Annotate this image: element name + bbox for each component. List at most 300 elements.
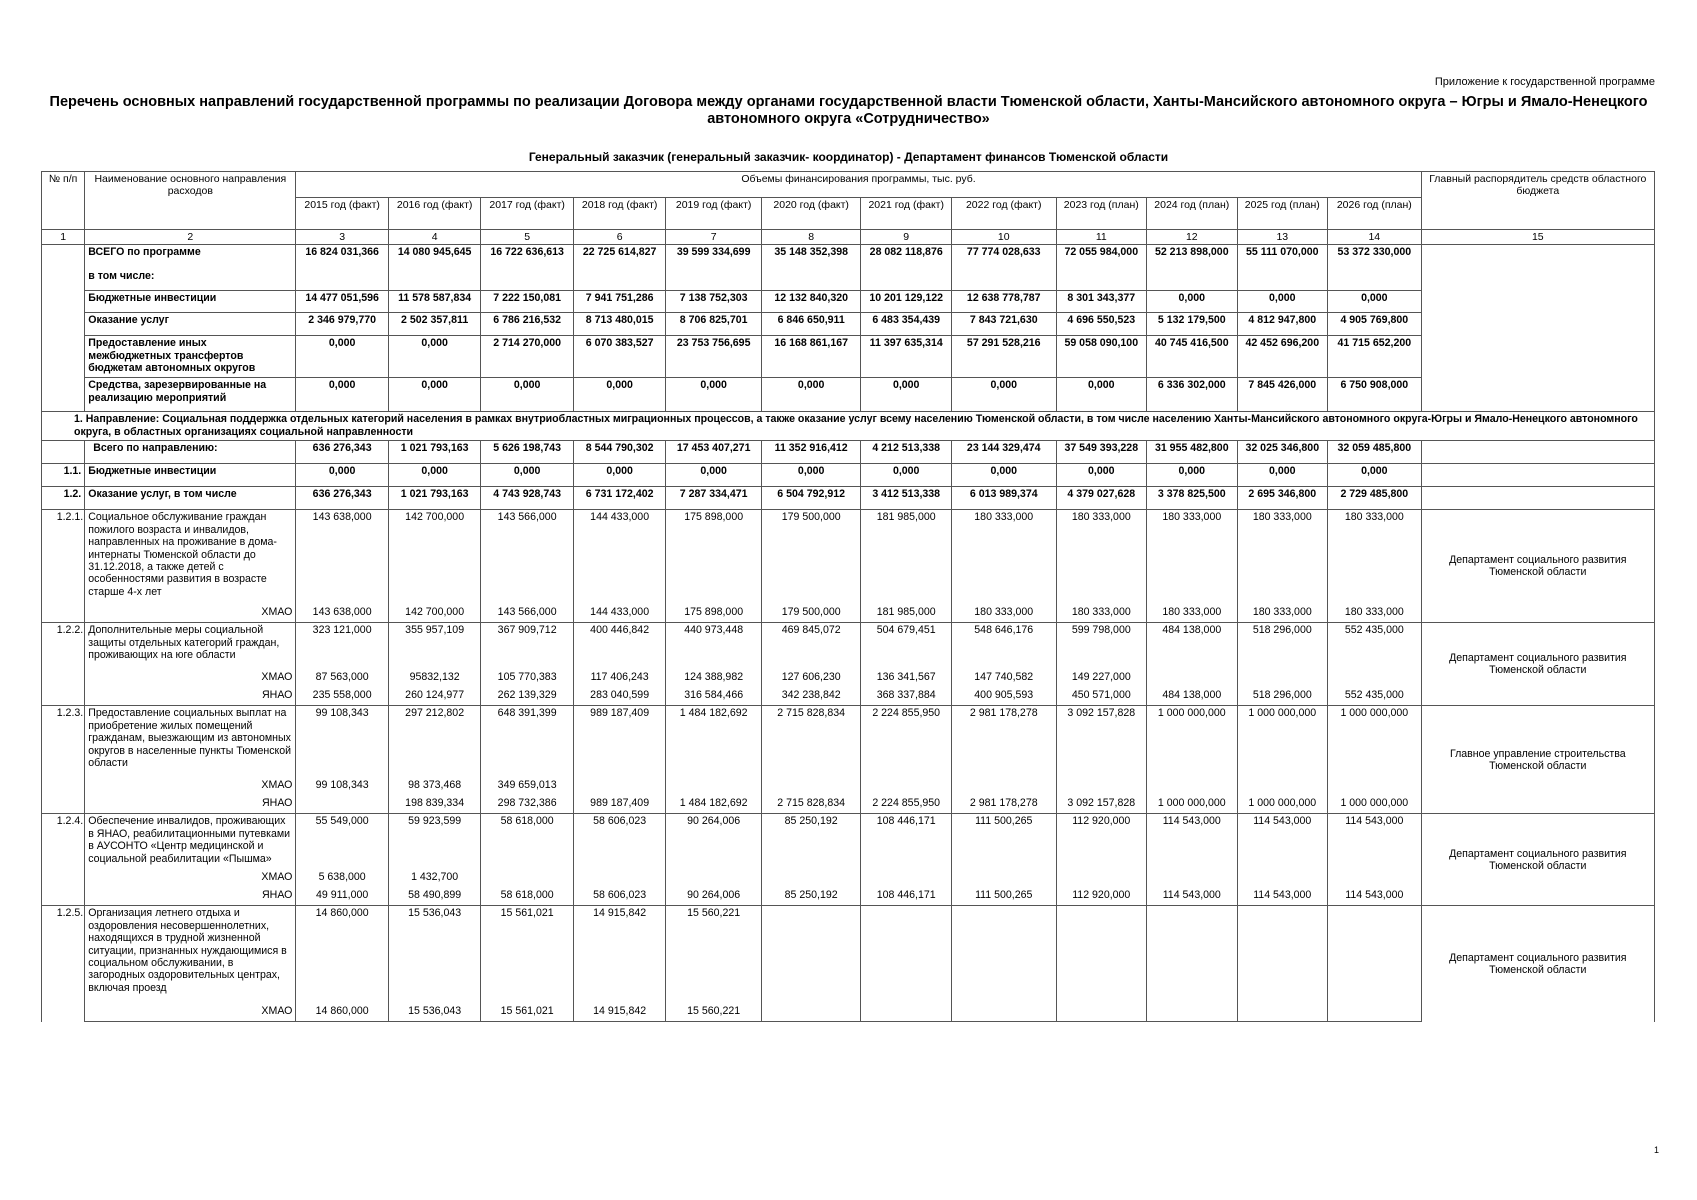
value-cell: 14 915,842 — [573, 906, 666, 1004]
value-cell: 147 740,582 — [951, 670, 1056, 688]
value-cell: 0,000 — [1056, 464, 1147, 487]
value-cell: 181 985,000 — [861, 510, 952, 605]
table-row — [42, 378, 1655, 412]
table-row — [42, 670, 1655, 688]
value-cell: 39 599 334,699 — [666, 245, 762, 269]
value-cell: 262 139,329 — [481, 688, 574, 706]
value-cell: 2 715 828,834 — [761, 706, 861, 778]
value-cell — [1328, 778, 1422, 796]
table-row — [42, 172, 1655, 198]
page-number: 1 — [1653, 1145, 1659, 1155]
value-cell — [296, 269, 389, 291]
value-cell — [951, 870, 1056, 888]
value-cell: 8 706 825,701 — [666, 313, 762, 336]
col-header-year: 2015 год (факт) — [296, 198, 389, 230]
general-customer: Генеральный заказчик (генеральный заказчик- координатор) - Департамент финансов Тюменской области — [528, 150, 1169, 164]
col-number: 10 — [951, 230, 1056, 245]
value-cell: 15 561,021 — [481, 1004, 574, 1022]
value-cell: 180 333,000 — [1147, 510, 1238, 605]
table-cell — [42, 245, 85, 412]
value-cell: 5 132 179,500 — [1147, 313, 1238, 336]
value-cell: 1 000 000,000 — [1237, 706, 1328, 778]
value-cell: 518 296,000 — [1237, 623, 1328, 670]
value-cell: 99 108,343 — [296, 778, 389, 796]
value-cell: 450 571,000 — [1056, 688, 1147, 706]
row-label: Предоставление иных межбюджетных трансфертов бюджетам автономных округов — [85, 336, 296, 378]
value-cell: 59 058 090,100 — [1056, 336, 1147, 378]
value-cell — [761, 778, 861, 796]
value-cell: 15 561,021 — [481, 906, 574, 1004]
value-cell: 0,000 — [861, 464, 952, 487]
value-cell: 368 337,884 — [861, 688, 952, 706]
value-cell: 6 013 989,374 — [951, 487, 1056, 510]
value-cell: 16 722 636,613 — [481, 245, 574, 269]
value-cell: 11 397 635,314 — [861, 336, 952, 378]
value-cell: 8 713 480,015 — [573, 313, 666, 336]
value-cell: 7 845 426,000 — [1237, 378, 1328, 412]
value-cell: 114 543,000 — [1328, 888, 1422, 906]
value-cell: 37 549 393,228 — [1056, 441, 1147, 464]
value-cell — [761, 269, 861, 291]
value-cell: 175 898,000 — [666, 510, 762, 605]
row-label: Предоставление социальных выплат на приобретение жилых помещений гражданам, выезжающим из автономных округов в населенные пункты Тюменской области — [85, 706, 296, 778]
value-cell: 283 040,599 — [573, 688, 666, 706]
value-cell: 14 477 051,596 — [296, 291, 389, 313]
value-cell: 149 227,000 — [1056, 670, 1147, 688]
value-cell — [1328, 670, 1422, 688]
value-cell: 99 108,343 — [296, 706, 389, 778]
value-cell: 0,000 — [1328, 291, 1422, 313]
value-cell: 6 504 792,912 — [761, 487, 861, 510]
value-cell: 7 941 751,286 — [573, 291, 666, 313]
value-cell — [1328, 870, 1422, 888]
table-cell — [42, 441, 85, 464]
value-cell: 400 446,842 — [573, 623, 666, 670]
value-cell: 1 432,700 — [388, 870, 481, 888]
value-cell — [1056, 1004, 1147, 1022]
col-number: 3 — [296, 230, 389, 245]
value-cell: 3 092 157,828 — [1056, 796, 1147, 814]
value-cell: 7 138 752,303 — [666, 291, 762, 313]
col-header-name: Наименование основного направления расходов — [85, 172, 296, 230]
region-label: ХМАО — [85, 670, 296, 688]
table-row — [42, 778, 1655, 796]
value-cell: 4 696 550,523 — [1056, 313, 1147, 336]
value-cell: 180 333,000 — [951, 510, 1056, 605]
value-cell: 0,000 — [388, 336, 481, 378]
value-cell: 0,000 — [388, 378, 481, 412]
value-cell: 179 500,000 — [761, 510, 861, 605]
table-row — [42, 870, 1655, 888]
row-label: Всего по направлению: — [85, 441, 296, 464]
value-cell: 469 845,072 — [761, 623, 861, 670]
row-label: Обеспечение инвалидов, проживающих в ЯНАО, реабилитационными путевками в АУСОНТО «Центр медицинской и социальной реабилитации «Пышма» — [85, 814, 296, 870]
value-cell: 55 549,000 — [296, 814, 389, 870]
value-cell: 548 646,176 — [951, 623, 1056, 670]
value-cell: 181 985,000 — [861, 605, 952, 623]
table-row — [42, 906, 1655, 1004]
value-cell: 0,000 — [951, 378, 1056, 412]
table-row — [42, 464, 1655, 487]
table-row — [42, 412, 1655, 441]
table-row — [42, 313, 1655, 336]
value-cell: 1 484 182,692 — [666, 706, 762, 778]
value-cell: 323 121,000 — [296, 623, 389, 670]
value-cell: 10 201 129,122 — [861, 291, 952, 313]
value-cell — [1237, 670, 1328, 688]
value-cell: 2 729 485,800 — [1328, 487, 1422, 510]
value-cell: 1 000 000,000 — [1237, 796, 1328, 814]
value-cell: 85 250,192 — [761, 814, 861, 870]
value-cell: 2 346 979,770 — [296, 313, 389, 336]
row-label: ВСЕГО по программе — [85, 245, 296, 269]
value-cell: 4 379 027,628 — [1056, 487, 1147, 510]
row-label: Дополнительные меры социальной защиты отдельных категорий граждан, проживающих на юге области — [85, 623, 296, 670]
value-cell — [1328, 269, 1422, 291]
col-header-no: № п/п — [42, 172, 85, 230]
value-cell: 23 144 329,474 — [951, 441, 1056, 464]
value-cell — [1328, 906, 1422, 1004]
value-cell: 95832,132 — [388, 670, 481, 688]
value-cell: 3 412 513,338 — [861, 487, 952, 510]
value-cell: 0,000 — [573, 464, 666, 487]
value-cell: 143 566,000 — [481, 510, 574, 605]
value-cell: 14 860,000 — [296, 906, 389, 1004]
value-cell: 23 753 756,695 — [666, 336, 762, 378]
row-number: 1.1. — [42, 464, 85, 487]
value-cell: 58 618,000 — [481, 814, 574, 870]
value-cell: 180 333,000 — [1056, 605, 1147, 623]
value-cell: 72 055 984,000 — [1056, 245, 1147, 269]
value-cell: 49 911,000 — [296, 888, 389, 906]
col-header-year: 2018 год (факт) — [573, 198, 666, 230]
value-cell: 349 659,013 — [481, 778, 574, 796]
value-cell: 2 714 270,000 — [481, 336, 574, 378]
value-cell — [1237, 269, 1328, 291]
table-cell — [1421, 464, 1654, 487]
value-cell — [1056, 906, 1147, 1004]
value-cell: 58 490,899 — [388, 888, 481, 906]
table-row — [42, 623, 1655, 670]
value-cell: 0,000 — [666, 464, 762, 487]
value-cell: 1 000 000,000 — [1147, 796, 1238, 814]
value-cell: 636 276,343 — [296, 487, 389, 510]
row-label: Организация летнего отдыха и оздоровления несовершеннолетних, находящихся в трудной жизненной ситуации, признанных нуждающимися в социальном обслуживании, в загородных оздоровительных центрах, включая проезд — [85, 906, 296, 1004]
value-cell: 6 750 908,000 — [1328, 378, 1422, 412]
value-cell — [1147, 269, 1238, 291]
value-cell: 28 082 118,876 — [861, 245, 952, 269]
value-cell: 87 563,000 — [296, 670, 389, 688]
col-number: 12 — [1147, 230, 1238, 245]
value-cell: 52 213 898,000 — [1147, 245, 1238, 269]
value-cell: 58 618,000 — [481, 888, 574, 906]
value-cell: 59 923,599 — [388, 814, 481, 870]
value-cell: 1 021 793,163 — [388, 487, 481, 510]
table-row — [42, 291, 1655, 313]
value-cell: 142 700,000 — [388, 605, 481, 623]
value-cell — [861, 906, 952, 1004]
value-cell — [1237, 778, 1328, 796]
value-cell: 112 920,000 — [1056, 888, 1147, 906]
col-header-year: 2021 год (факт) — [861, 198, 952, 230]
value-cell: 77 774 028,633 — [951, 245, 1056, 269]
col-header-year: 2026 год (план) — [1328, 198, 1422, 230]
value-cell: 111 500,265 — [951, 814, 1056, 870]
value-cell — [1147, 670, 1238, 688]
value-cell: 16 824 031,366 — [296, 245, 389, 269]
value-cell: 42 452 696,200 — [1237, 336, 1328, 378]
value-cell: 58 606,023 — [573, 814, 666, 870]
value-cell: 90 264,006 — [666, 888, 762, 906]
value-cell: 6 336 302,000 — [1147, 378, 1238, 412]
value-cell: 180 333,000 — [951, 605, 1056, 623]
region-label: ХМАО — [85, 605, 296, 623]
table-row — [42, 245, 1655, 269]
value-cell: 0,000 — [1056, 378, 1147, 412]
direction-title: 1. Направление: Социальная поддержка отдельных категорий населения в рамках внутриобластных миграционных процессов, а также оказание услуг всему населению Тюменской области, в том числе населению Ханты-Мансийского автономного округа-Югры и Ямало-Ненецкого автономного округа, в областных организациях социальной направленности — [42, 412, 1655, 441]
value-cell: 0,000 — [666, 378, 762, 412]
value-cell: 114 543,000 — [1147, 814, 1238, 870]
value-cell: 2 981 178,278 — [951, 706, 1056, 778]
value-cell: 117 406,243 — [573, 670, 666, 688]
region-label: ЯНАО — [85, 888, 296, 906]
value-cell: 40 745 416,500 — [1147, 336, 1238, 378]
row-number: 1.2.1. — [42, 510, 85, 623]
value-cell — [1147, 1004, 1238, 1022]
value-cell: 0,000 — [573, 378, 666, 412]
value-cell: 53 372 330,000 — [1328, 245, 1422, 269]
value-cell — [861, 269, 952, 291]
region-label: ЯНАО — [85, 688, 296, 706]
value-cell: 4 905 769,800 — [1328, 313, 1422, 336]
value-cell — [951, 1004, 1056, 1022]
value-cell: 7 222 150,081 — [481, 291, 574, 313]
value-cell: 32 025 346,800 — [1237, 441, 1328, 464]
value-cell: 260 124,977 — [388, 688, 481, 706]
value-cell — [861, 778, 952, 796]
page-title: Перечень основных направлений государственной программы по реализации Договора между органами государственной власти Тюменской области, Ханты-Мансийского автономного округа – Югры и Ямало-Ненецкого автономного округа «Сотрудничество» — [49, 94, 1648, 127]
value-cell: 5 638,000 — [296, 870, 389, 888]
value-cell — [388, 269, 481, 291]
table-cell — [1421, 245, 1654, 412]
row-label: Бюджетные инвестиции — [85, 291, 296, 313]
value-cell: 2 502 357,811 — [388, 313, 481, 336]
value-cell: 235 558,000 — [296, 688, 389, 706]
value-cell: 90 264,006 — [666, 814, 762, 870]
value-cell: 552 435,000 — [1328, 688, 1422, 706]
value-cell: 14 915,842 — [573, 1004, 666, 1022]
value-cell: 0,000 — [1237, 464, 1328, 487]
value-cell: 636 276,343 — [296, 441, 389, 464]
value-cell: 180 333,000 — [1328, 510, 1422, 605]
admin-cell: Департамент социального развития Тюменской области — [1421, 510, 1654, 623]
value-cell: 127 606,230 — [761, 670, 861, 688]
value-cell: 7 287 334,471 — [666, 487, 762, 510]
value-cell: 15 560,221 — [666, 1004, 762, 1022]
value-cell: 143 566,000 — [481, 605, 574, 623]
value-cell — [666, 778, 762, 796]
value-cell: 3 378 825,500 — [1147, 487, 1238, 510]
col-number: 9 — [861, 230, 952, 245]
value-cell: 0,000 — [761, 378, 861, 412]
admin-cell: Департамент социального развития Тюменской области — [1421, 623, 1654, 706]
value-cell — [1237, 906, 1328, 1004]
col-number: 15 — [1421, 230, 1654, 245]
row-number: 1.2.3. — [42, 706, 85, 814]
value-cell: 55 111 070,000 — [1237, 245, 1328, 269]
value-cell: 108 446,171 — [861, 814, 952, 870]
value-cell: 367 909,712 — [481, 623, 574, 670]
value-cell: 15 560,221 — [666, 906, 762, 1004]
value-cell: 112 920,000 — [1056, 814, 1147, 870]
value-cell — [951, 778, 1056, 796]
col-header-year: 2020 год (факт) — [761, 198, 861, 230]
table-row — [42, 888, 1655, 906]
row-label: Оказание услуг — [85, 313, 296, 336]
value-cell: 2 715 828,834 — [761, 796, 861, 814]
value-cell: 298 732,386 — [481, 796, 574, 814]
value-cell: 6 846 650,911 — [761, 313, 861, 336]
value-cell: 58 606,023 — [573, 888, 666, 906]
table-row — [42, 605, 1655, 623]
value-cell: 0,000 — [1328, 464, 1422, 487]
col-number: 7 — [666, 230, 762, 245]
table-row — [42, 487, 1655, 510]
row-label: Оказание услуг, в том числе — [85, 487, 296, 510]
value-cell: 6 786 216,532 — [481, 313, 574, 336]
value-cell: 3 092 157,828 — [1056, 706, 1147, 778]
col-header-year: 2022 год (факт) — [951, 198, 1056, 230]
region-label: ХМАО — [85, 1004, 296, 1022]
value-cell — [1328, 1004, 1422, 1022]
value-cell: 114 543,000 — [1237, 814, 1328, 870]
value-cell — [1056, 269, 1147, 291]
value-cell — [951, 269, 1056, 291]
table-cell — [1421, 441, 1654, 464]
value-cell: 16 168 861,167 — [761, 336, 861, 378]
value-cell: 4 743 928,743 — [481, 487, 574, 510]
value-cell: 0,000 — [296, 464, 389, 487]
value-cell: 6 483 354,439 — [861, 313, 952, 336]
col-header-year: 2017 год (факт) — [481, 198, 574, 230]
value-cell: 0,000 — [481, 378, 574, 412]
value-cell — [1237, 1004, 1328, 1022]
financing-table — [41, 171, 1655, 1022]
row-label: Социальное обслуживание граждан пожилого возраста и инвалидов, направленных на проживание в дома-интернаты Тюменской области до 31.12.2018, а также детей с особенностями развития в возрасте старше 4-х лет — [85, 510, 296, 605]
value-cell: 0,000 — [296, 336, 389, 378]
value-cell: 2 695 346,800 — [1237, 487, 1328, 510]
col-number: 8 — [761, 230, 861, 245]
value-cell: 1 000 000,000 — [1328, 706, 1422, 778]
value-cell: 11 578 587,834 — [388, 291, 481, 313]
table-row — [42, 706, 1655, 778]
value-cell — [761, 1004, 861, 1022]
value-cell: 180 333,000 — [1237, 510, 1328, 605]
value-cell: 17 453 407,271 — [666, 441, 762, 464]
value-cell: 114 543,000 — [1328, 814, 1422, 870]
col-number: 5 — [481, 230, 574, 245]
value-cell: 1 000 000,000 — [1328, 796, 1422, 814]
table-row — [42, 688, 1655, 706]
col-number: 11 — [1056, 230, 1147, 245]
value-cell: 1 484 182,692 — [666, 796, 762, 814]
value-cell: 114 543,000 — [1237, 888, 1328, 906]
value-cell: 0,000 — [861, 378, 952, 412]
admin-cell: Департамент социального развития Тюменской области — [1421, 906, 1654, 1022]
value-cell — [1147, 778, 1238, 796]
value-cell: 144 433,000 — [573, 605, 666, 623]
value-cell — [573, 870, 666, 888]
row-number: 1.2.5. — [42, 906, 85, 1022]
value-cell: 5 626 198,743 — [481, 441, 574, 464]
table-row — [42, 510, 1655, 605]
value-cell: 41 715 652,200 — [1328, 336, 1422, 378]
col-number: 4 — [388, 230, 481, 245]
value-cell: 12 638 778,787 — [951, 291, 1056, 313]
value-cell: 85 250,192 — [761, 888, 861, 906]
col-number: 6 — [573, 230, 666, 245]
value-cell: 400 905,593 — [951, 688, 1056, 706]
table-cell — [1421, 487, 1654, 510]
value-cell: 142 700,000 — [388, 510, 481, 605]
value-cell: 143 638,000 — [296, 605, 389, 623]
value-cell: 0,000 — [1237, 291, 1328, 313]
value-cell: 108 446,171 — [861, 888, 952, 906]
value-cell: 15 536,043 — [388, 1004, 481, 1022]
col-header-year: 2025 год (план) — [1237, 198, 1328, 230]
value-cell — [951, 906, 1056, 1004]
value-cell — [573, 778, 666, 796]
col-header-year: 2023 год (план) — [1056, 198, 1147, 230]
value-cell: 136 341,567 — [861, 670, 952, 688]
row-label: Бюджетные инвестиции — [85, 464, 296, 487]
col-number: 14 — [1328, 230, 1422, 245]
value-cell: 6 731 172,402 — [573, 487, 666, 510]
value-cell: 114 543,000 — [1147, 888, 1238, 906]
col-number: 13 — [1237, 230, 1328, 245]
value-cell — [1056, 778, 1147, 796]
value-cell: 6 070 383,527 — [573, 336, 666, 378]
value-cell: 111 500,265 — [951, 888, 1056, 906]
value-cell — [1147, 906, 1238, 1004]
table-row — [42, 269, 1655, 291]
value-cell: 180 333,000 — [1056, 510, 1147, 605]
value-cell: 180 333,000 — [1147, 605, 1238, 623]
appendix-note: Приложение к государственной программе — [1434, 76, 1655, 88]
value-cell: 342 238,842 — [761, 688, 861, 706]
row-label: в том числе: — [85, 269, 296, 291]
value-cell: 0,000 — [296, 378, 389, 412]
value-cell: 14 860,000 — [296, 1004, 389, 1022]
value-cell: 440 973,448 — [666, 623, 762, 670]
value-cell — [481, 269, 574, 291]
region-label: ХМАО — [85, 778, 296, 796]
table-row — [42, 814, 1655, 870]
value-cell: 989 187,409 — [573, 796, 666, 814]
value-cell: 143 638,000 — [296, 510, 389, 605]
value-cell: 198 839,334 — [388, 796, 481, 814]
value-cell: 0,000 — [1147, 464, 1238, 487]
value-cell — [296, 796, 389, 814]
value-cell: 124 388,982 — [666, 670, 762, 688]
table-row — [42, 230, 1655, 245]
value-cell: 22 725 614,827 — [573, 245, 666, 269]
value-cell: 8 301 343,377 — [1056, 291, 1147, 313]
value-cell: 14 080 945,645 — [388, 245, 481, 269]
value-cell: 989 187,409 — [573, 706, 666, 778]
admin-cell: Департамент социального развития Тюменской области — [1421, 814, 1654, 906]
value-cell — [666, 269, 762, 291]
